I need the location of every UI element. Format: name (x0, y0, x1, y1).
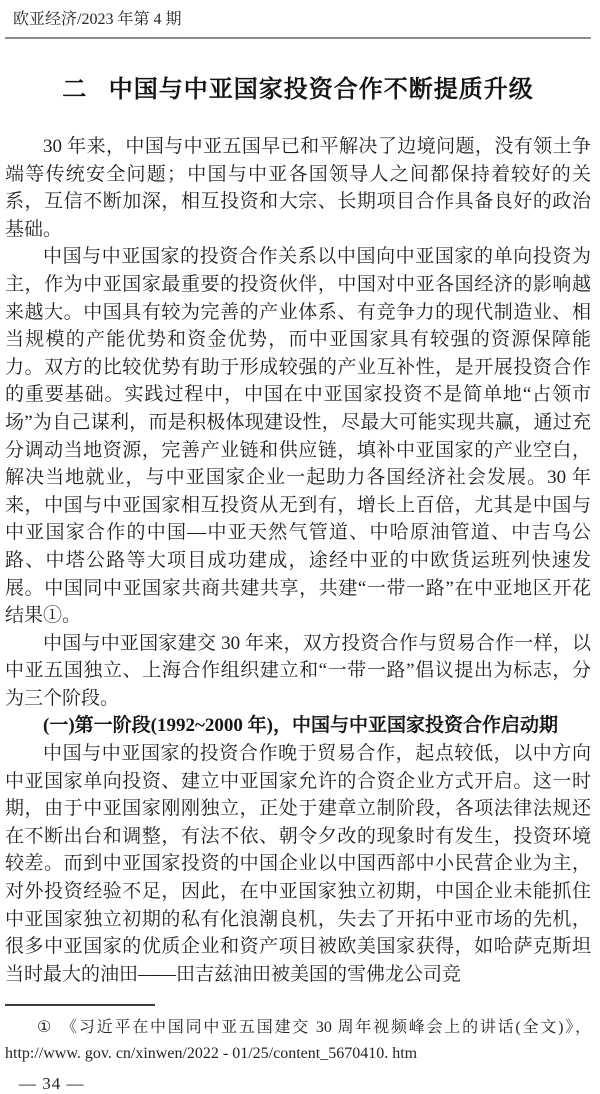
section-number: 二 (62, 76, 88, 103)
paragraph-three-stages: 中国与中亚国家建交 30 年来，双方投资合作与贸易合作一样，以中亚五国独立、上海合作组织建立和“一带一路”倡议提出为标志，分为三个阶段。 (5, 632, 591, 709)
paragraph-stage-one-detail: 中国与中亚国家的投资合作晚于贸易合作，起点较低，以中方向中亚国家单向投资、建立中亚国家允许的合资企业方式开启。这一时期，由于中亚国家刚刚独立，正处于建章立制阶段，各项法律法规还在不断出台和调整，有法不依、朝令夕改的现象时有发生，投资环境较差。而到中亚国家投资的中国企业以中国西部中小民营企业为主，对外投资经验不足，因此，在中亚国家独立初期，中国企业未能抓住中亚国家独立初期的私有化浪潮良机，失去了开拓中亚市场的先机，很多中亚国家的优质企业和资产项目被欧美国家获得，如哈萨克斯坦当时最大的油田——田吉兹油田被美国的雪佛龙公司竞 (5, 743, 591, 985)
running-head: 欧亚经济/2023 年第 4 期 (13, 11, 182, 28)
section-title-text: 中国与中亚国家投资合作不断提质升级 (108, 76, 534, 103)
paragraph-political-basis: 30 年来，中国与中亚五国早已和平解决了边境问题，没有领土争端等传统安全问题；中国与中亚各国领导人之间都保持着较好的关系，互信不断加深，相互投资和大宗、长期项目合作具备良好的政治基础。 (5, 136, 591, 240)
page-header (5, 10, 591, 39)
footnote-text: 《习近平在中国同中亚五国建交 30 周年视频峰会上的讲话(全文)》，http://www. gov. cn/xinwen/2022 - 01/25/content_5670410. htm (5, 1019, 591, 1063)
article-body (5, 133, 591, 988)
footnote-separator (5, 1004, 155, 1006)
subsection-heading-stage-one: (一)第一阶段(1992~2000 年)，中国与中亚国家投资合作启动期 (43, 715, 558, 737)
section-title (5, 75, 591, 105)
header-rule (5, 37, 591, 39)
page-footer (5, 1004, 591, 1094)
footnote-marker: ① (37, 1019, 54, 1037)
footnote (5, 1015, 591, 1067)
paragraph-investment-relations: 中国与中亚国家的投资合作关系以中国向中亚国家的单向投资为主，作为中亚国家最重要的投资伙伴，中国对中亚各国经济的影响越来越大。中国具有较为完善的产业体系、有竞争力的现代制造业、相当规模的产能优势和资金优势，而中亚国家具有较强的资源保障能力。双方的比较优势有助于形成较强的产业互补性，是开展投资合作的重要基础。实践过程中，中国在中亚国家投资不是简单地“占领市场”为自己谋利，而是积极体现建设性，尽最大可能实现共赢，通过充分调动当地资源，完善产业链和供应链，填补中亚国家的产业空白，解决当地就业，与中亚国家企业一起助力各国经济社会发展。30 年来，中国与中亚国家相互投资从无到有，增长上百倍，尤其是中国与中亚国家合作的中国—中亚天然气管道、中哈原油管道、中吉乌公路、中塔公路等大项目成功建成，途经中亚的中欧货运班列快速发展。中国同中亚国家共商共建共享，共建“一带一路”在中亚地区开花结果①。 (5, 246, 591, 627)
page-number: — 34 — (19, 1074, 85, 1094)
